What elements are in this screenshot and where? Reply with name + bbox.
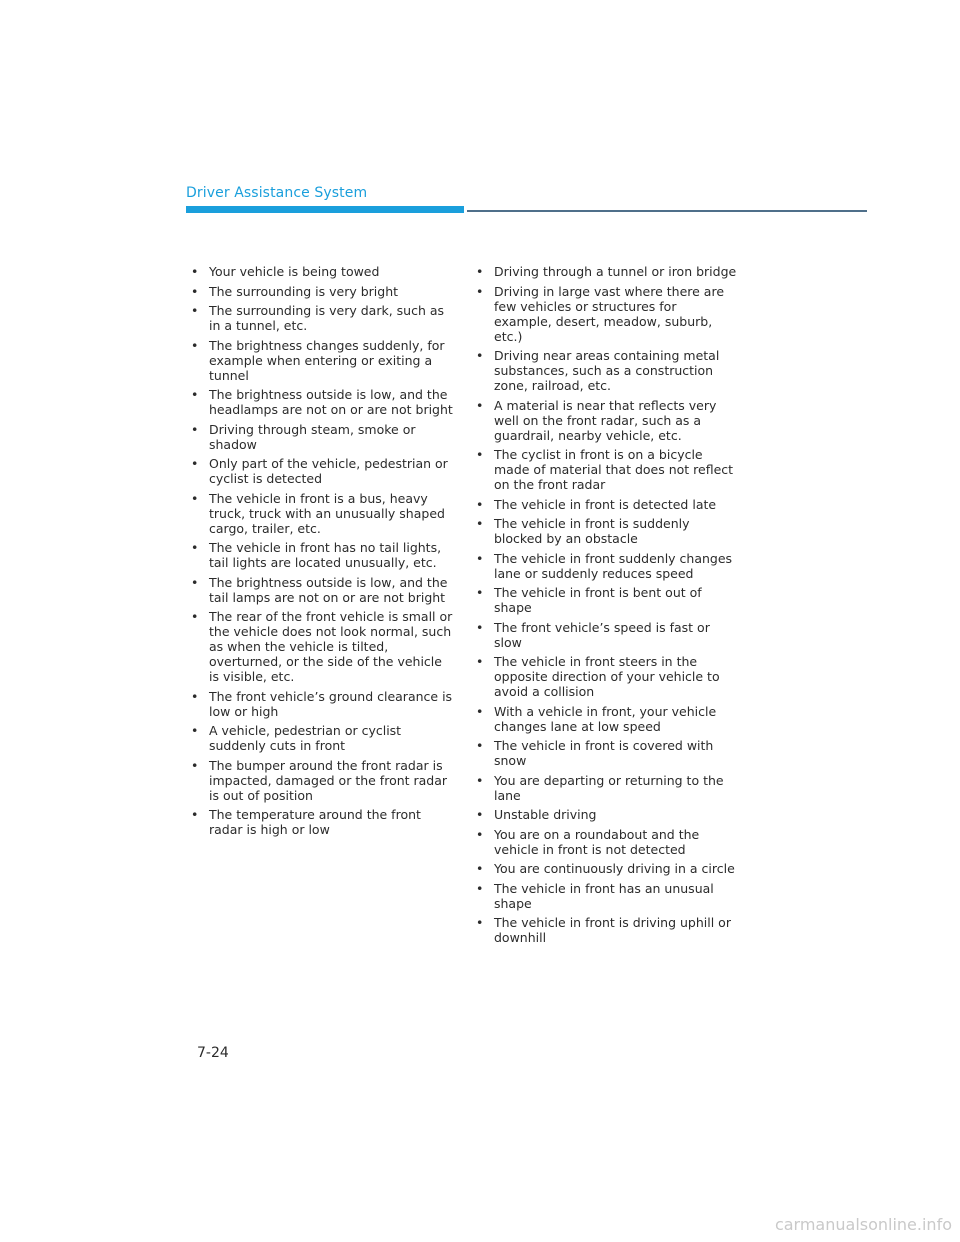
bullet-icon: • [191, 490, 199, 506]
list-item-text: The brightness changes suddenly, for example when entering or exiting a tunnel [209, 337, 445, 383]
bullet-icon: • [476, 915, 484, 930]
list-item-text: You are continuously driving in a circle [494, 861, 735, 876]
list-item-text: The brightness outside is low, and the headlamps are not on or are not bright [209, 387, 453, 417]
list-item-text: Unstable driving [494, 807, 597, 822]
list-item-text: You are on a roundabout and the vehicle in front is not detected [494, 826, 700, 857]
list-item-text: You are departing or returning to the lane [494, 772, 724, 803]
left-bullet-list [191, 264, 453, 842]
list-item [476, 915, 738, 945]
bullet-icon: • [191, 264, 199, 279]
list-item [476, 348, 738, 393]
header-rule-accent [186, 206, 464, 213]
list-item-text: A vehicle, pedestrian or cyclist suddenly cuts in front [209, 723, 402, 753]
bullet-icon: • [191, 723, 199, 738]
bullet-icon: • [476, 738, 484, 753]
list-item-text: The vehicle in front has an unusual shape [494, 880, 714, 911]
list-item-text: The temperature around the front radar is high or low [209, 807, 421, 837]
list-item [476, 704, 738, 734]
bullet-icon: • [191, 807, 199, 822]
list-item [476, 551, 738, 581]
list-item-text: The vehicle in front is suddenly blocked by an obstacle [494, 516, 690, 546]
list-item [476, 264, 738, 279]
list-item-text: The vehicle in front suddenly changes lane or suddenly reduces speed [494, 550, 733, 581]
bullet-icon: • [476, 264, 484, 279]
section-title: Driver Assistance System [186, 185, 368, 201]
list-item [476, 773, 738, 803]
list-item-text: A material is near that reflects very well on the front radar, such as a guardrail, nearby vehicle, etc. [494, 397, 717, 443]
bullet-icon: • [476, 496, 484, 512]
list-item-text: The surrounding is very bright [209, 283, 399, 299]
header-rule-thin [467, 210, 867, 212]
list-item [191, 723, 453, 753]
right-bullet-list [476, 264, 738, 950]
bullet-icon: • [191, 757, 199, 773]
bullet-icon: • [476, 397, 484, 413]
list-item-text: The surrounding is very dark, such as in a tunnel, etc. [209, 303, 445, 333]
list-item [191, 456, 453, 486]
list-item [476, 861, 738, 876]
watermark: carmanualsonline.info [774, 1215, 952, 1234]
list-item [476, 516, 738, 546]
list-item-text: The vehicle in front is covered with snow [494, 738, 714, 768]
bullet-icon: • [476, 619, 484, 635]
bullet-icon: • [476, 826, 484, 842]
list-item [191, 303, 453, 333]
bullet-icon: • [476, 447, 484, 462]
bullet-icon: • [191, 609, 199, 624]
list-item-text: The cyclist in front is on a bicycle made of material that does not reflect on the front radar [494, 447, 734, 492]
list-item-text: The vehicle in front steers in the opposite direction of your vehicle to avoid a collision [494, 654, 720, 699]
bullet-icon: • [476, 585, 484, 600]
bullet-icon: • [191, 456, 199, 471]
bullet-icon: • [191, 387, 199, 402]
list-item [191, 807, 453, 837]
list-item [191, 575, 453, 605]
list-item [191, 338, 453, 383]
bullet-icon: • [476, 772, 484, 788]
list-item-text: The vehicle in front is bent out of shape [494, 585, 702, 615]
list-item [191, 422, 453, 452]
list-item-text: The vehicle in front is detected late [494, 496, 717, 512]
list-item-text: The brightness outside is low, and the tail lamps are not on or are not bright [209, 574, 448, 605]
list-item-text: The vehicle in front has no tail lights, tail lights are located unusually, etc. [209, 540, 442, 570]
list-item-text: The bumper around the front radar is impacted, damaged or the front radar is out of position [209, 757, 448, 803]
bullet-icon: • [476, 861, 484, 876]
bullet-icon: • [476, 283, 484, 299]
list-item [191, 264, 453, 279]
list-item [191, 689, 453, 719]
list-item [476, 807, 738, 822]
list-item-text: Your vehicle is being towed [209, 264, 380, 279]
bullet-icon: • [191, 688, 199, 704]
bullet-icon: • [191, 574, 199, 590]
list-item [476, 654, 738, 699]
list-item-text: The vehicle in front is a bus, heavy truck, truck with an unusually shaped cargo, trailer, etc. [209, 490, 445, 536]
bullet-icon: • [191, 303, 199, 318]
list-item [191, 540, 453, 570]
list-item [476, 881, 738, 911]
list-item-text: Only part of the vehicle, pedestrian or cyclist is detected [209, 456, 448, 486]
bullet-icon: • [476, 516, 484, 531]
list-item [476, 827, 738, 857]
list-item [191, 491, 453, 536]
list-item-text: Driving through a tunnel or iron bridge [494, 264, 737, 279]
bullet-icon: • [476, 654, 484, 669]
list-item [191, 758, 453, 803]
list-item-text: The rear of the front vehicle is small or the vehicle does not look normal, such as when the vehicle is tilted, overturned, or the side of the vehicle is visible, etc. [209, 609, 453, 684]
list-item-text: The vehicle in front is driving uphill or downhill [494, 915, 731, 945]
list-item-text: Driving through steam, smoke or shadow [209, 421, 416, 452]
list-item [476, 585, 738, 615]
list-item [191, 387, 453, 417]
list-item [191, 284, 453, 299]
bullet-icon: • [476, 550, 484, 566]
list-item [476, 497, 738, 512]
bullet-icon: • [476, 880, 484, 896]
bullet-icon: • [476, 703, 484, 719]
bullet-icon: • [191, 283, 199, 299]
bullet-icon: • [191, 421, 199, 437]
list-item-text: The front vehicle’s speed is fast or slow [494, 619, 710, 650]
list-item [476, 284, 738, 344]
list-item [191, 609, 453, 684]
bullet-icon: • [476, 807, 484, 822]
list-item-text: With a vehicle in front, your vehicle changes lane at low speed [494, 703, 717, 734]
page-number: 7-24 [197, 1045, 229, 1061]
list-item [476, 620, 738, 650]
list-item [476, 398, 738, 443]
list-item [476, 738, 738, 768]
bullet-icon: • [191, 337, 199, 353]
list-item [476, 447, 738, 492]
bullet-icon: • [191, 540, 199, 555]
list-item-text: The front vehicle’s ground clearance is low or high [209, 688, 453, 719]
bullet-icon: • [476, 348, 484, 363]
list-item-text: Driving near areas containing metal substances, such as a construction zone, railroad, etc. [494, 348, 720, 393]
list-item-text: Driving in large vast where there are few vehicles or structures for example, desert, meadow, suburb, etc.) [494, 283, 725, 344]
